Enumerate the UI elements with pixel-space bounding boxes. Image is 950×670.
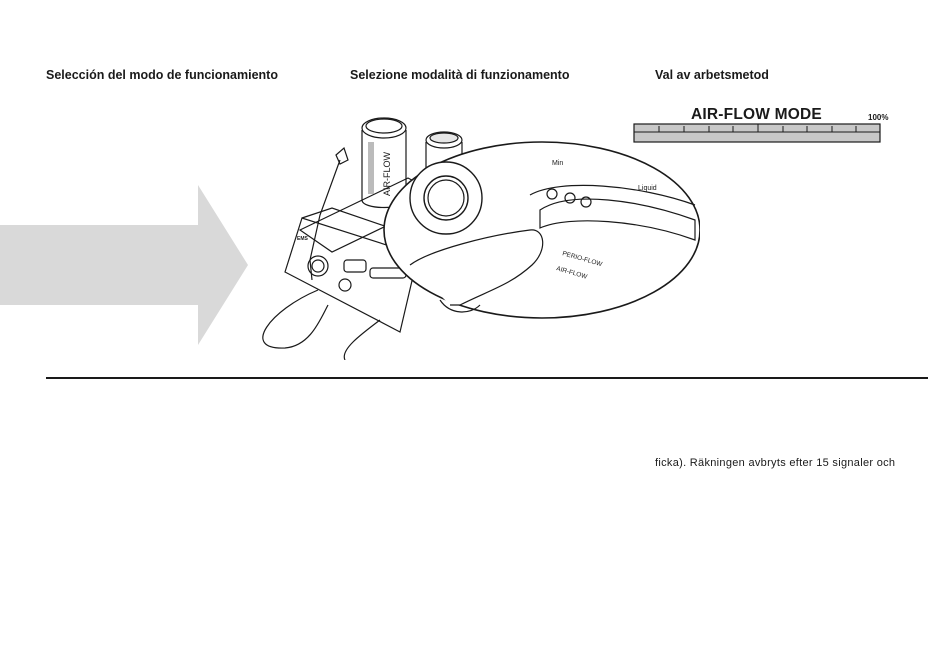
mode-level-bar — [633, 123, 883, 145]
mode-title: AIR-FLOW MODE — [691, 106, 822, 123]
heading-spanish: Selección del modo de funcionamiento — [46, 68, 278, 82]
panel-label-liquid: Liquid — [638, 185, 657, 192]
heading-swedish: Val av arbetsmetod — [655, 68, 769, 82]
mode-label-air: AIR-FLOW — [555, 265, 588, 281]
body-text-swedish: ficka). Räkningen avbryts efter 15 signaler och — [655, 457, 896, 469]
powder-chamber-label: AIR-FLOW — [382, 152, 392, 196]
mode-label-perio: PERIO-FLOW — [561, 250, 603, 269]
svg-text:EMS: EMS — [297, 236, 308, 242]
direction-arrow-icon — [0, 185, 250, 345]
panel-label-min: Min — [552, 160, 564, 167]
device-illustration — [240, 100, 700, 360]
heading-italian: Selezione modalità di funzionamento — [350, 68, 570, 82]
mode-percent-label: 100% — [868, 113, 889, 122]
section-divider — [46, 377, 928, 379]
